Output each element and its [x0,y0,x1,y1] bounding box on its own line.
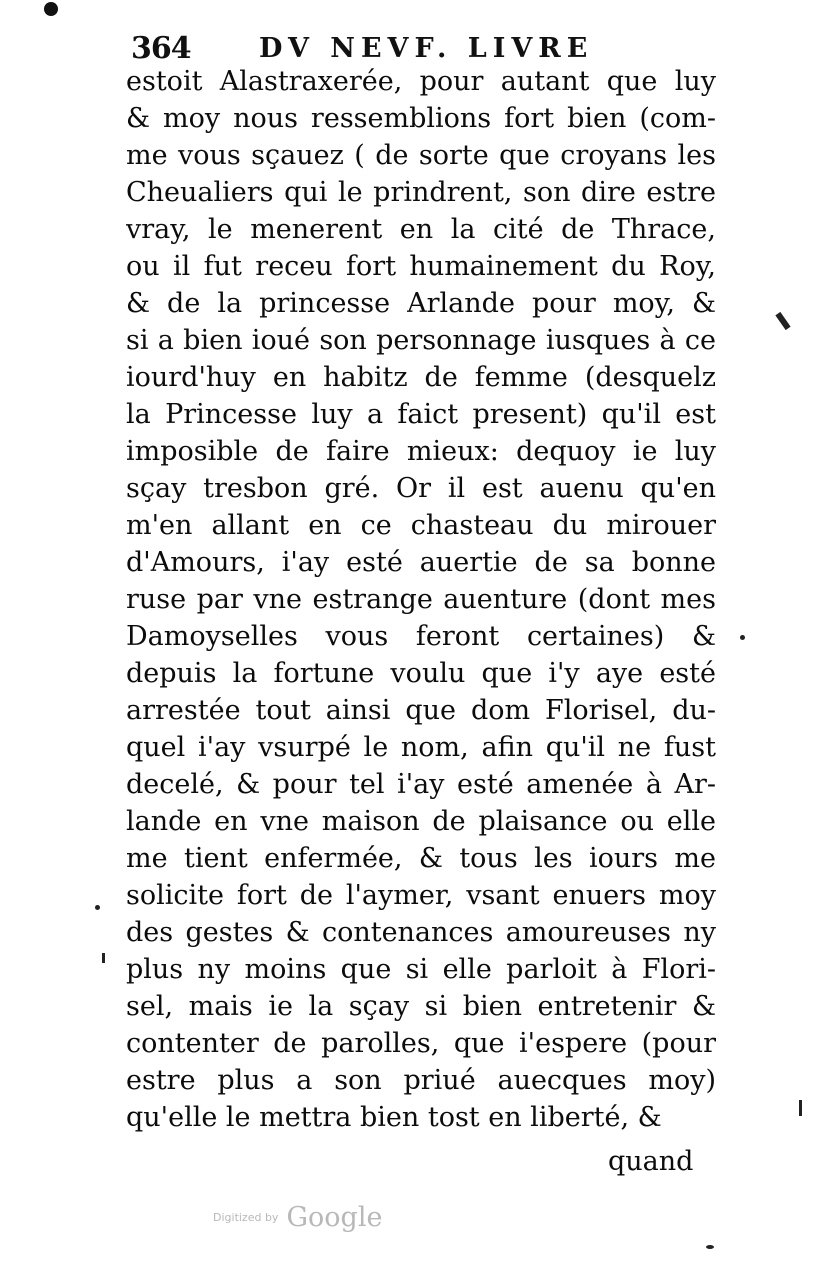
ink-speck [740,635,745,640]
ink-blot [44,2,58,16]
ink-speck [95,905,100,910]
text-line: ou il fut receu fort humainement du Roy, [126,251,716,282]
text-line: solicite fort de l'aymer, vsant enuers moy [126,880,716,911]
text-line: lande en vne maison de plaisance ou elle [126,806,716,837]
text-line: plus ny moins que si elle parloit à Flori- [126,954,716,985]
text-line: me vous sçauez ( de sorte que croyans les [126,140,716,171]
text-line: & moy nous ressemblions fort bien (com- [126,103,716,134]
text-line: ruse par vne estrange auenture (dont mes [126,584,716,615]
ink-speck [102,953,105,963]
text-line: Damoyselles vous feront certaines) & [126,621,716,652]
text-line: sel, mais ie la sçay si bien entretenir & [126,991,716,1022]
body-text [126,63,716,1136]
ink-speck [706,1245,714,1249]
ink-speck [799,1100,802,1116]
text-line: iourd'huy en habitz de femme (desquelz [126,362,716,393]
text-line: si a bien ioué son personnage iusques à ce [126,325,716,356]
catchword: quand [608,1146,694,1177]
text-line: contenter de parolles, que i'espere (pour [126,1028,716,1059]
text-line: decelé, & pour tel i'ay esté amenée à Ar- [126,769,716,800]
text-line: estoit Alastraxerée, pour autant que luy [126,66,716,97]
running-title: DV NEVF. LIVRE [259,33,594,64]
page-number: 364 [131,31,191,66]
text-line: imposible de faire mieux: dequoy ie luy [126,436,716,467]
text-line: qu'elle le mettra bien tost en liberté, & [126,1102,662,1133]
digitized-prefix: Digitized by [213,1211,279,1224]
text-line: Cheualiers qui le prindrent, son dire estre [126,177,716,208]
text-line: vray, le menerent en la cité de Thrace, [126,214,716,245]
text-line: arrestée tout ainsi que dom Florisel, du- [126,695,716,726]
text-line: depuis la fortune voulu que i'y aye esté [126,658,716,689]
text-line: estre plus a son priué auecques moy) [126,1065,716,1096]
text-line: sçay tresbon gré. Or il est auenu qu'en [126,473,716,504]
text-line: la Princesse luy a faict present) qu'il est [126,399,716,430]
text-line: quel i'ay vsurpé le nom, afin qu'il ne fust [126,732,716,763]
text-line: & de la princesse Arlande pour moy, & [126,288,716,319]
digitized-watermark [213,1202,382,1242]
digitized-brand: Google [286,1202,383,1233]
text-line: d'Amours, i'ay esté auertie de sa bonne [126,547,716,578]
page-header [131,31,691,65]
ink-speck [775,312,790,330]
text-line: m'en allant en ce chasteau du mirouer [126,510,716,541]
text-line: me tient enfermée, & tous les iours me [126,843,716,874]
text-line: des gestes & contenances amoureuses ny [126,917,716,948]
